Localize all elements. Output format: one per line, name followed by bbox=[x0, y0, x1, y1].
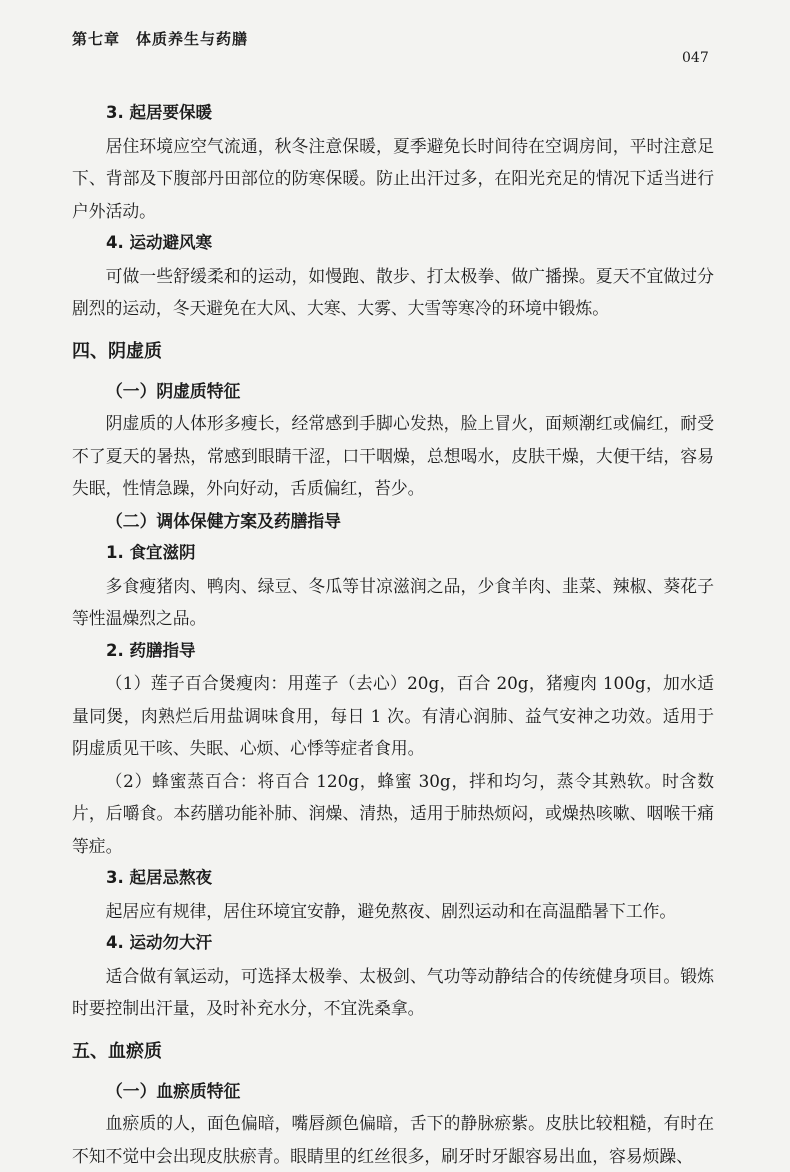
page-body bbox=[72, 97, 714, 1172]
section-heading-yin-deficiency: 四、阴虚质 bbox=[72, 340, 162, 362]
paragraph-no-heavy-sweat: 适合做有氧运动，可选择太极拳、太极剑、气功等动静结合的传统健身项目。锻炼时要控制出汗量，及时补充水分，不宜洗桑拿。 bbox=[72, 965, 714, 1018]
paragraph-keep-warm: 居住环境应空气流通，秋冬注意保暖，夏季避免长时间待在空调房间，平时注意足下、背部及下腹部丹田部位的防寒保暖。防止出汗过多，在阳光充足的情况下适当进行户外活动。 bbox=[72, 135, 714, 221]
subheading-keep-warm: 3. 起居要保暖 bbox=[106, 103, 212, 122]
paragraph-recipe-1: （1）莲子百合煲瘦肉：用莲子（去心）20g，百合 20g，猪瘦肉 100g，加水适量同煲，肉熟烂后用盐调味食用，每日 1 次。有清心润肺、益气安神之功效。适用于阴虚质见干咳、失眠、心烦、心悸等症者食用。 bbox=[72, 673, 714, 758]
subheading-medicinal-diet: 2. 药膳指导 bbox=[106, 640, 196, 660]
subsection-heading-yin-care: （二）调体保健方案及药膳指导 bbox=[106, 510, 341, 531]
subheading-no-heavy-sweat: 4. 运动勿大汗 bbox=[106, 933, 212, 952]
paragraph-stasis-features: 血瘀质的人，面色偏暗，嘴唇颜色偏暗，舌下的静脉瘀紫。皮肤比较粗糙，有时在不知不觉中会出现皮肤瘀青。眼睛里的红丝很多，刷牙时牙龈容易出血，容易烦躁、 bbox=[72, 1113, 714, 1166]
section-heading-blood-stasis: 五、血瘀质 bbox=[72, 1040, 162, 1062]
page-number: 047 bbox=[682, 50, 709, 66]
paragraph-yin-features: 阴虚质的人体形多瘦长，经常感到手脚心发热，脸上冒火，面颊潮红或偏红，耐受不了夏天的暑热，常感到眼睛干涩，口干咽燥，总想喝水，皮肤干燥，大便干结，容易失眠，性情急躁，外向好动，舌质偏红，苔少。 bbox=[72, 413, 714, 498]
subheading-diet: 1. 食宜滋阴 bbox=[106, 543, 196, 562]
paragraph-no-late-nights: 起居应有规律，居住环境宜安静，避免熬夜、剧烈运动和在高温酷暑下工作。 bbox=[105, 900, 677, 921]
subheading-exercise-avoid-cold: 4. 运动避风寒 bbox=[106, 233, 212, 252]
subheading-no-late-nights: 3. 起居忌熬夜 bbox=[106, 868, 212, 887]
running-head: 第七章 体质养生与药膳 bbox=[72, 30, 249, 48]
paragraph-exercise-avoid-cold: 可做一些舒缓柔和的运动，如慢跑、散步、打太极拳、做广播操。夏天不宜做过分剧烈的运动，冬天避免在大风、大寒、大雾、大雪等寒冷的环境中锻炼。 bbox=[72, 265, 714, 318]
paragraph-recipe-2: （2）蜂蜜蒸百合：将百合 120g，蜂蜜 30g，拌和均匀，蒸令其熟软。时含数片，后嚼食。本药膳功能补肺、润燥、清热，适用于肺热烦闷，或燥热咳嗽、咽喉干痛等症。 bbox=[72, 770, 714, 856]
subsection-heading-stasis-features: （一）血瘀质特征 bbox=[106, 1080, 241, 1101]
subsection-heading-yin-features: （一）阴虚质特征 bbox=[106, 380, 241, 401]
paragraph-diet: 多食瘦猪肉、鸭肉、绿豆、冬瓜等甘凉滋润之品，少食羊肉、韭菜、辣椒、葵花子等性温燥烈之品。 bbox=[72, 575, 714, 628]
